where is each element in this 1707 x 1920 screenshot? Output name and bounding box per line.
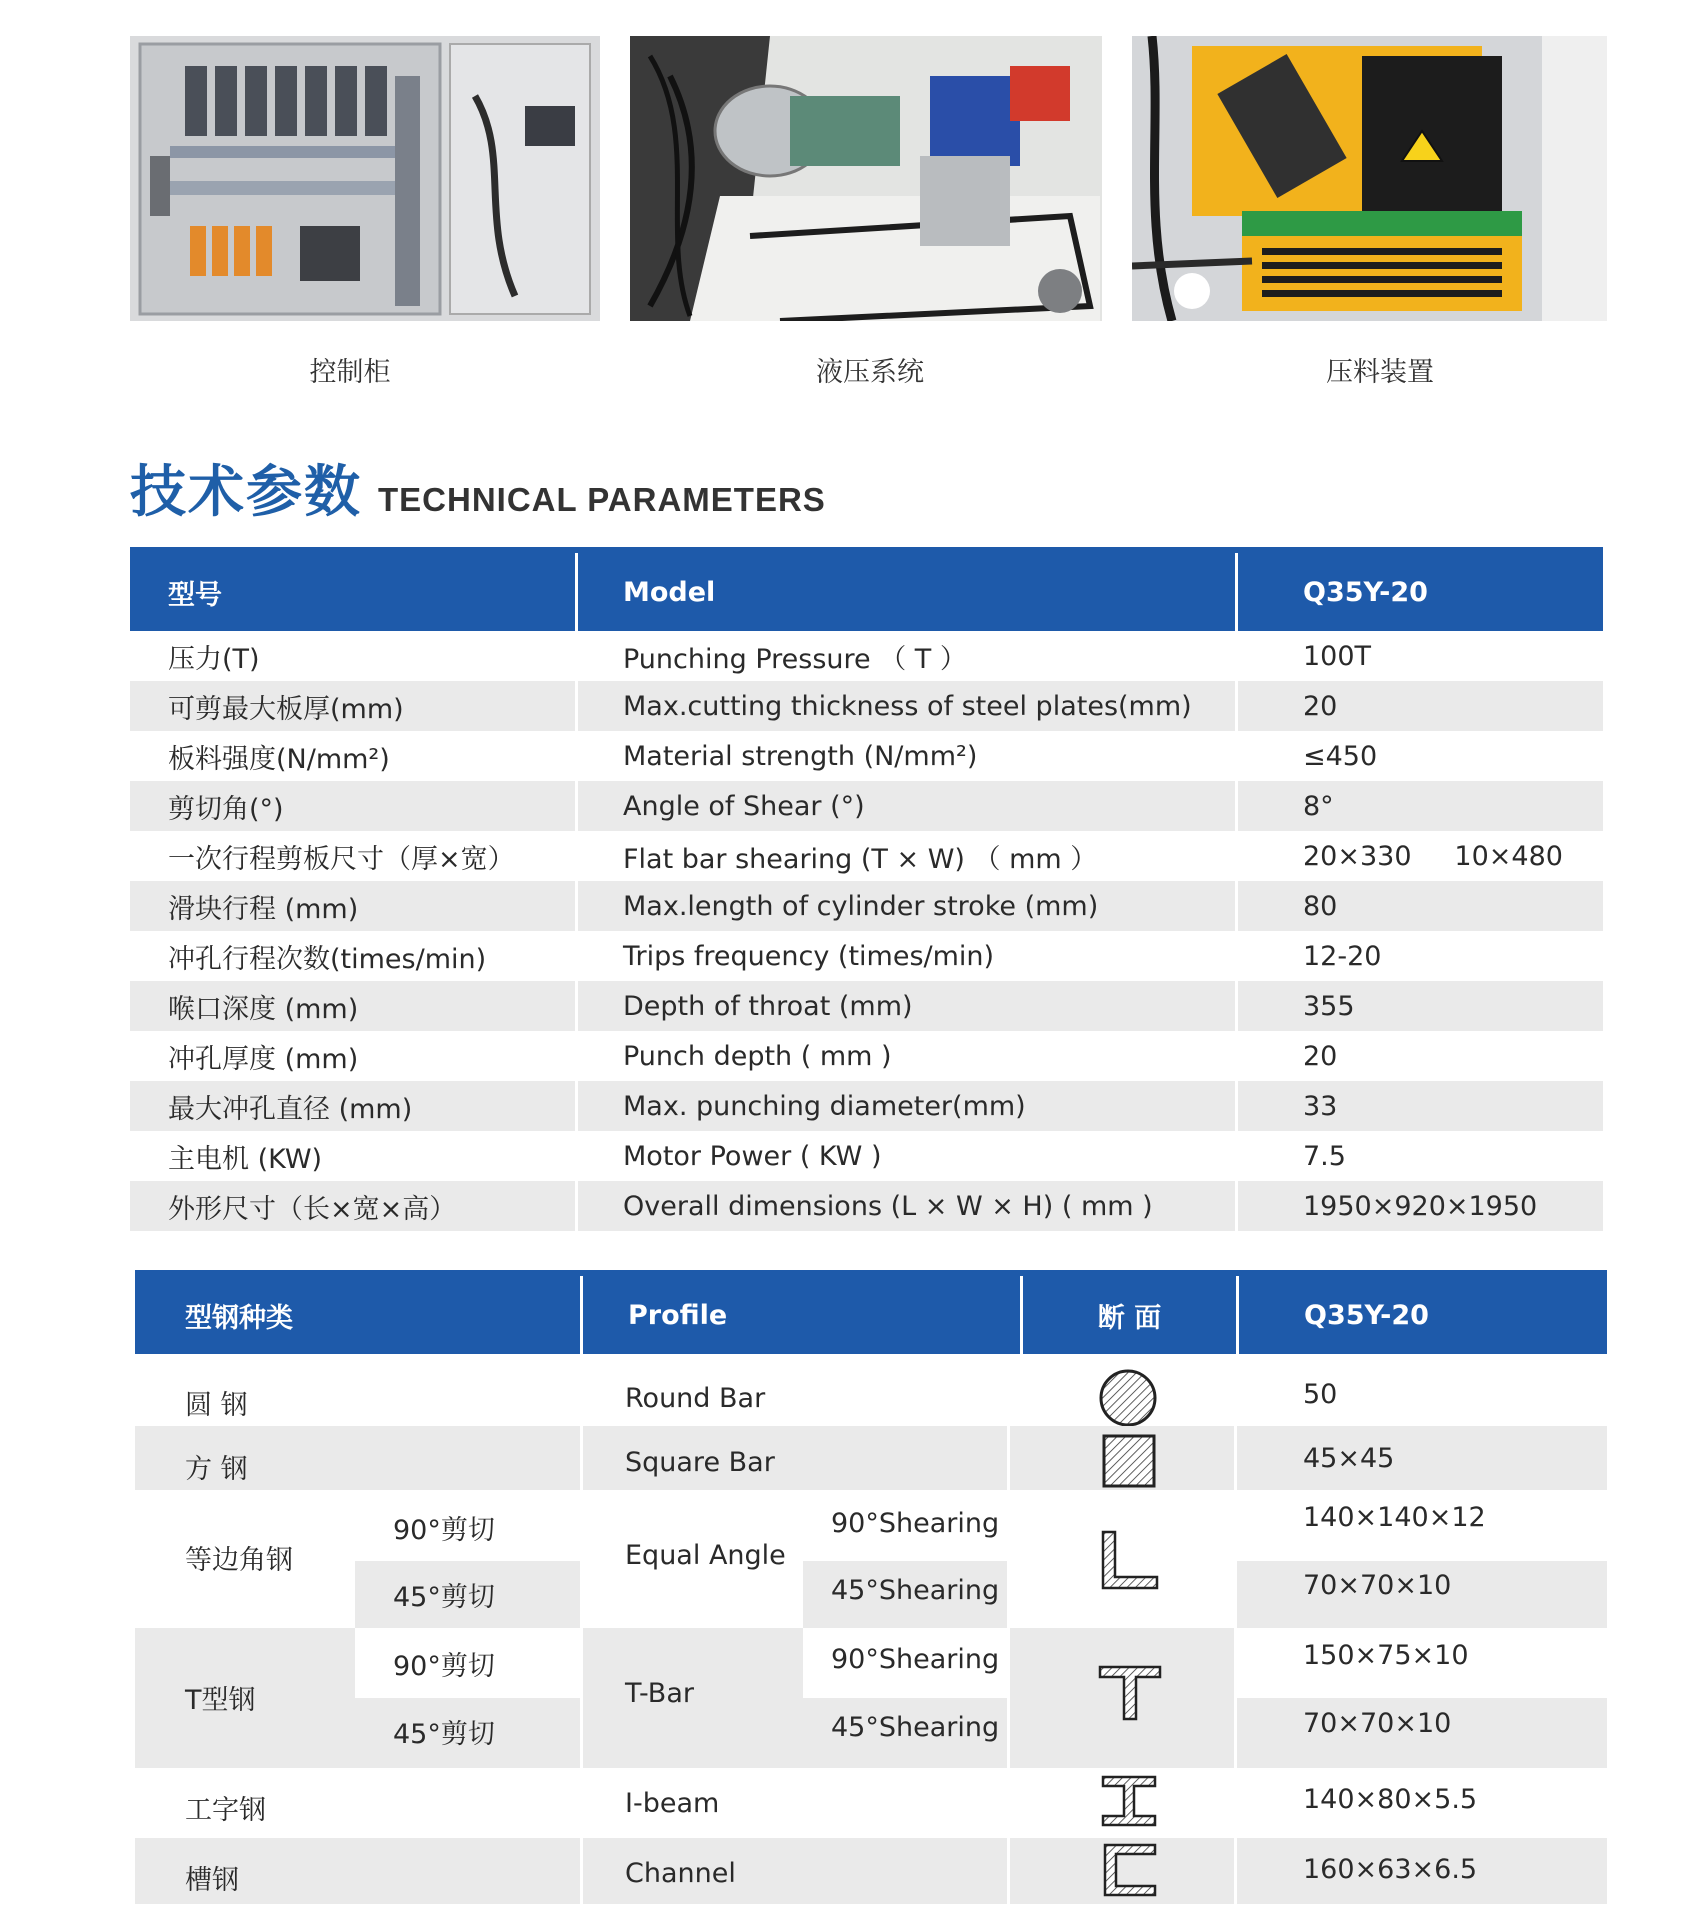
tbar-section-icon bbox=[1098, 1664, 1162, 1722]
table-row bbox=[130, 981, 1603, 1031]
hydraulic-system-photo bbox=[630, 36, 1102, 321]
channel-value: 160×63×6.5 bbox=[1303, 1853, 1478, 1885]
tbar-45-value: 70×70×10 bbox=[1303, 1708, 1452, 1739]
equal-angle-45-en: 45°Shearing bbox=[831, 1575, 1000, 1606]
table-row bbox=[130, 931, 1603, 981]
equal-angle-90-en: 90°Shearing bbox=[831, 1508, 1000, 1539]
ibeam-value: 140×80×5.5 bbox=[1303, 1783, 1478, 1815]
table-row bbox=[130, 731, 1603, 781]
param-cn: 板料强度(N/mm²) bbox=[168, 743, 390, 775]
param-value: 80 bbox=[1235, 881, 1603, 931]
round-bar-en: Round Bar bbox=[625, 1382, 766, 1414]
tbar-en: T-Bar bbox=[625, 1678, 694, 1709]
param-cn: 滑块行程 (mm) bbox=[168, 893, 359, 925]
param-en: Angle of Shear (°) bbox=[575, 781, 1235, 831]
param-cn: 可剪最大板厚(mm) bbox=[168, 693, 404, 725]
equal-angle-cn: 等边角钢 bbox=[185, 1545, 293, 1576]
heading-chinese: 技术参数 bbox=[130, 460, 362, 525]
header-model-en: Model bbox=[575, 553, 1235, 631]
equal-angle-90-cn: 90°剪切 bbox=[393, 1515, 495, 1546]
profile-capacity-table bbox=[135, 1270, 1607, 1914]
param-en: Max.cutting thickness of steel plates(mm) bbox=[575, 681, 1235, 731]
ibeam-section-icon bbox=[1100, 1774, 1158, 1828]
param-en: Overall dimensions (L × W × H) ( mm ) bbox=[575, 1181, 1235, 1231]
param-cn: 主电机 (KW) bbox=[168, 1143, 323, 1175]
table-row bbox=[135, 1354, 1607, 1422]
round-bar-value: 50 bbox=[1303, 1378, 1338, 1410]
param-value: 20 bbox=[1235, 681, 1603, 731]
table-row bbox=[130, 781, 1603, 831]
table-header bbox=[130, 547, 1603, 631]
tbar-90-cn: 90°剪切 bbox=[393, 1651, 495, 1682]
param-value: 12-20 bbox=[1235, 931, 1603, 981]
param-en: Material strength (N/mm²) bbox=[575, 731, 1235, 781]
tbar-90-value: 150×75×10 bbox=[1303, 1640, 1469, 1671]
param-value: 100T bbox=[1235, 631, 1603, 681]
table-row bbox=[130, 1031, 1603, 1081]
header-profile-cn: 型钢种类 bbox=[185, 1302, 293, 1334]
param-en: Max. punching diameter(mm) bbox=[575, 1081, 1235, 1131]
table-row bbox=[130, 1081, 1603, 1131]
param-value: ≤450 bbox=[1235, 731, 1603, 781]
round-bar-section-icon bbox=[1098, 1368, 1158, 1428]
angle-section-icon bbox=[1100, 1529, 1160, 1591]
channel-section-icon bbox=[1102, 1842, 1158, 1898]
tbar-45-cn: 45°剪切 bbox=[393, 1719, 495, 1750]
param-cn: 最大冲孔直径 (mm) bbox=[168, 1093, 413, 1125]
equal-angle-en: Equal Angle bbox=[625, 1540, 786, 1571]
square-bar-section-icon bbox=[1102, 1434, 1156, 1488]
caption-control-cabinet: 控制柜 bbox=[309, 357, 391, 388]
equal-angle-90-value: 140×140×12 bbox=[1303, 1502, 1486, 1533]
pressing-device-photo bbox=[1132, 36, 1607, 321]
param-cn: 外形尺寸（长×宽×高） bbox=[168, 1193, 457, 1225]
param-value: 355 bbox=[1235, 981, 1603, 1031]
channel-en: Channel bbox=[625, 1857, 736, 1889]
header-section: 断 面 bbox=[1020, 1276, 1236, 1354]
param-cn: 冲孔行程次数(times/min) bbox=[168, 943, 487, 975]
param-en: Depth of throat (mm) bbox=[575, 981, 1235, 1031]
param-value: 33 bbox=[1235, 1081, 1603, 1131]
param-en: Motor Power ( KW ) bbox=[575, 1131, 1235, 1181]
section-heading bbox=[130, 448, 826, 528]
caption-pressing-device: 压料装置 bbox=[1326, 357, 1434, 388]
equal-angle-45-cn: 45°剪切 bbox=[393, 1582, 495, 1613]
param-en: Max.length of cylinder stroke (mm) bbox=[575, 881, 1235, 931]
header-model-value: Q35Y-20 bbox=[1236, 1276, 1607, 1354]
column-divider bbox=[580, 1354, 583, 1904]
param-value: 1950×920×1950 bbox=[1235, 1181, 1603, 1231]
ibeam-en: I-beam bbox=[625, 1787, 720, 1819]
heading-english: TECHNICAL PARAMETERS bbox=[378, 481, 826, 518]
column-divider bbox=[1007, 1354, 1010, 1904]
square-bar-en: Square Bar bbox=[625, 1446, 775, 1478]
table-row bbox=[130, 681, 1603, 731]
param-en: Punching Pressure （ T ） bbox=[575, 631, 1235, 681]
square-bar-value: 45×45 bbox=[1303, 1442, 1395, 1474]
param-en: Flat bar shearing (T × W) （ mm ） bbox=[575, 831, 1235, 881]
profile-table-body bbox=[135, 1354, 1607, 1914]
param-cn: 压力(T) bbox=[168, 643, 260, 675]
param-cn: 喉口深度 (mm) bbox=[168, 993, 359, 1025]
param-cn: 一次行程剪板尺寸（厚×宽） bbox=[168, 843, 515, 875]
square-bar-cn: 方 钢 bbox=[185, 1453, 248, 1485]
ibeam-cn: 工字钢 bbox=[185, 1794, 266, 1826]
control-cabinet-photo bbox=[130, 36, 600, 321]
param-value: 7.5 bbox=[1235, 1131, 1603, 1181]
table-row bbox=[130, 881, 1603, 931]
param-value: 20 bbox=[1235, 1031, 1603, 1081]
table-row bbox=[130, 831, 1603, 881]
tbar-cn: T型钢 bbox=[185, 1685, 256, 1716]
round-bar-cn: 圆 钢 bbox=[185, 1389, 248, 1421]
param-en: Punch depth ( mm ) bbox=[575, 1031, 1235, 1081]
param-cn: 剪切角(°) bbox=[168, 793, 284, 825]
header-model-value: Q35Y-20 bbox=[1235, 553, 1603, 631]
table-row bbox=[130, 1131, 1603, 1181]
param-value: 20×330 10×480 bbox=[1235, 831, 1603, 881]
channel-cn: 槽钢 bbox=[185, 1864, 239, 1896]
tbar-90-en: 90°Shearing bbox=[831, 1644, 1000, 1675]
param-en: Trips frequency (times/min) bbox=[575, 931, 1235, 981]
table-row bbox=[130, 1181, 1603, 1231]
header-model-cn: 型号 bbox=[168, 579, 222, 611]
equal-angle-45-value: 70×70×10 bbox=[1303, 1570, 1452, 1601]
tbar-45-en: 45°Shearing bbox=[831, 1712, 1000, 1743]
param-cn: 冲孔厚度 (mm) bbox=[168, 1043, 359, 1075]
table-row bbox=[130, 631, 1603, 681]
table-header bbox=[135, 1270, 1607, 1354]
column-divider bbox=[1234, 1354, 1237, 1904]
param-value: 8° bbox=[1235, 781, 1603, 831]
technical-parameters-table bbox=[130, 547, 1603, 1231]
header-profile-en: Profile bbox=[580, 1276, 1020, 1354]
caption-hydraulic-system: 液压系统 bbox=[816, 357, 924, 388]
